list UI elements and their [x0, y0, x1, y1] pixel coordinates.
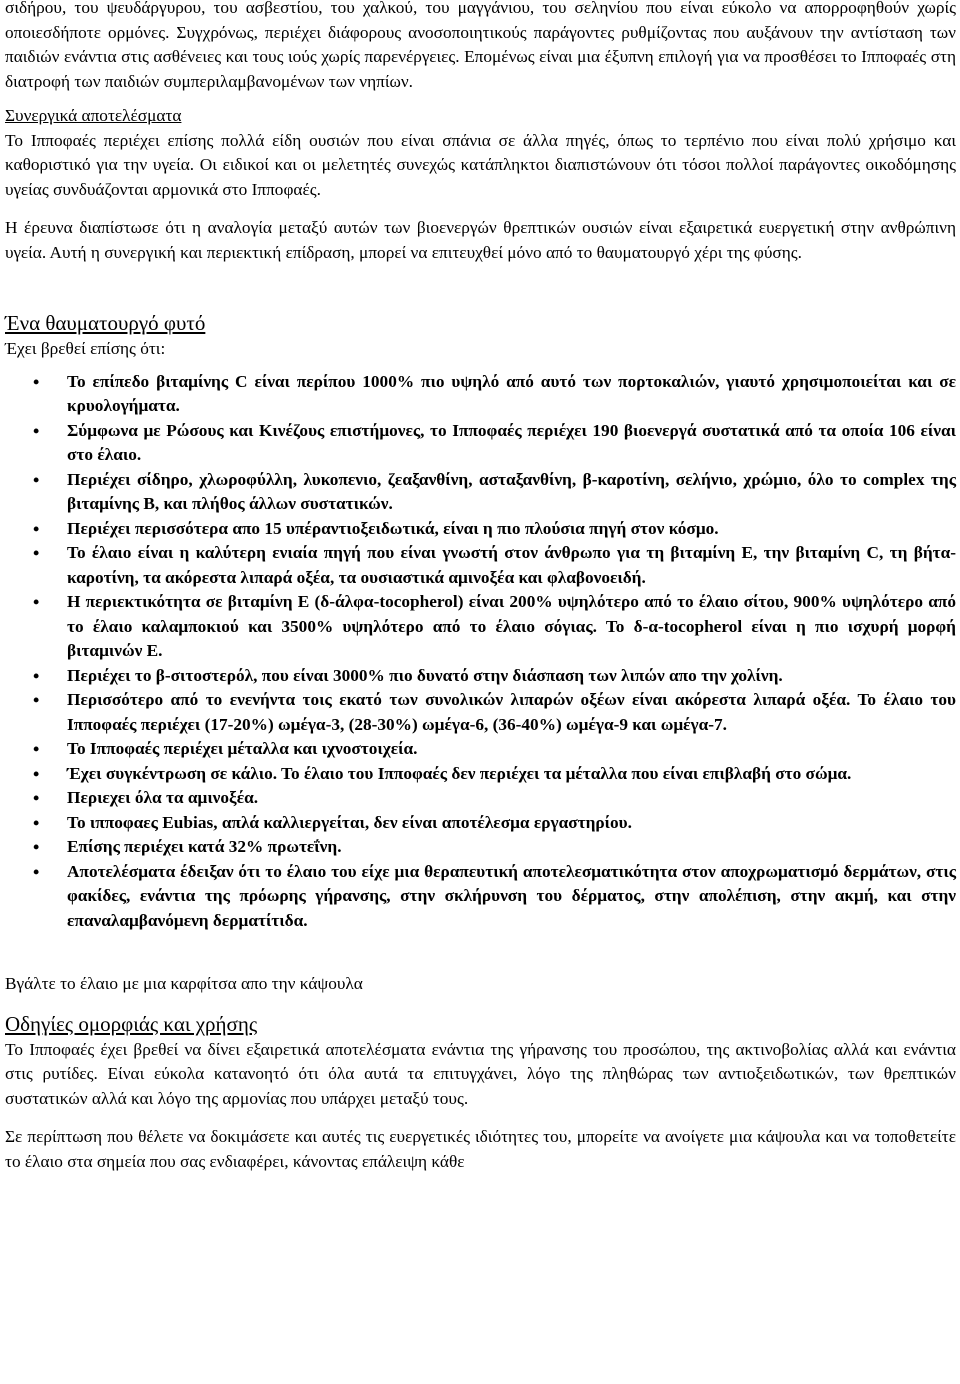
list-item: • Το Ιπποφαές περιέχει μέταλλα και ιχνοστοιχεία.: [67, 737, 956, 762]
list-item: • Η περιεκτικότητα σε βιταμίνη Ε (δ-άλφα-tocopherol) είναι 200% υψηλότερο από το έλαιο σίτου, 900% υψηλότερο από το έλαιο καλαμποκιού και 3500% υψηλότερο από το έλαιο σόγιας. Το δ-α-tocopherol είναι η πιο ισχυρή μορφή βιταμινών Ε.: [67, 590, 956, 664]
capsule-note: Βγάλτε το έλαιο με μια καρφίτσα απο την κάψουλα: [5, 974, 363, 993]
list-item: • Το έλαιο είναι η καλύτερη ενιαία πηγή που είναι γνωστή στον άνθρωπο για τη βιταμίνη Ε, την βιταμίνη C, τη βήτα-καροτίνη, τα ακόρεστα λιπαρά οξέα, τα ουσιαστικά αμινοξέα και φλαβονοειδή.: [67, 541, 956, 590]
list-item: • Σύμφωνα με Ρώσους και Κινέζους επιστήμονες, το Ιπποφαές περιέχει 190 βιοενεργά συστατικά από τα οποία 106 είναι στο έλαιο.: [67, 419, 956, 468]
synergy-section: [5, 104, 956, 265]
plant-heading: Ένα θαυματουργό φυτό: [5, 311, 206, 335]
list-item: • Έχει συγκέντρωση σε κάλιο. Το έλαιο του Ιπποφαές δεν περιέχει τα μέταλλα που είναι επιβλαβή στο σώμα.: [67, 762, 956, 787]
beauty-heading: Οδηγίες ομορφιάς και χρήσης: [5, 1011, 258, 1036]
list-item: • Περιέχει σίδηρο, χλωροφύλλη, λυκοπενιο, ζεαξανθίνη, ασταξανθίνη, β-καροτίνη, σελήνιο, χρώμιο, όλο το complex της βιταμίνης Β, και πλήθος άλλων συστατικών.: [67, 468, 956, 517]
beauty-paragraph-1: Το Ιπποφαές έχει βρεθεί να δίνει εξαιρετικά αποτελέσματα ενάντια της γήρανσης του προσώπου, της ακτινοβολίας αλλά και ενάντια στις ρυτίδες. Είναι εύκολα κατανοητό ότι όλα αυτά τα επιτυγχάνει, λόγο της πληθώρας των αντιοξειδωτικών, των θρεπτικών συστατικών αλλά και λόγο της αρμονίας που υπάρχει μεταξύ τους.: [5, 1039, 956, 1108]
list-item: • Επίσης περιέχει κατά 32% πρωτεΐνη.: [67, 835, 956, 860]
list-item: • Το ιπποφαες Eubias, απλά καλλιεργείται, δεν είναι αποτέλεσμα εργαστηρίου.: [67, 811, 956, 836]
synergy-heading: Συνεργικά αποτελέσματα: [5, 106, 182, 125]
plant-section: [5, 309, 956, 933]
synergy-paragraph-2: Η έρευνα διαπίστωσε ότι η αναλογία μεταξύ αυτών των βιοενεργών θρεπτικών ουσιών είναι εξαιρετικά ευεργετική στην ανθρώπινη υγεία. Αυτή η συνεργική και περιεκτική επίδραση, μπορεί να επιτευχθεί μόνο από το θαυματουργό χέρι της φύσης.: [5, 218, 956, 262]
intro-paragraph: σιδήρου, του ψευδάργυρου, του ασβεστίου, του χαλκού, του μαγγάνιου, του σεληνίου που είναι εύκολο να απορροφηθούν χωρίς οποιεσδήποτε ορμόνες. Συγχρόνως, περιέχει διάφορους ανοσοποιητικούς παράγοντες ρυθμίζοντας που αυξάνουν την αντίσταση των παιδιών ενάντια στις ασθένειες και τους ιούς χωρίς παρενέργειες. Επομένως είναι μια έξυπνη επιλογή για να προσθέσει το Ιπποφαές στη διατροφή των παιδιών συμπεριλαμβανομένων των νηπίων.: [5, 0, 956, 91]
list-item: • Το επίπεδο βιταμίνης C είναι περίπου 1000% πιο υψηλό από αυτό των πορτοκαλιών, γιαυτό χρησιμοποιείται και σε κρυολογήματα.: [67, 370, 956, 419]
intro-section: [5, 0, 956, 94]
list-item: • Περιέχει το β-σιτοστερόλ, που είναι 3000% πιο δυνατό στην διάσπαση των λιπών απο την χολίνη.: [67, 664, 956, 689]
synergy-paragraph-1: Το Ιπποφαές περιέχει επίσης πολλά είδη ουσιών που είναι σπάνια σε άλλα πηγές, όπως το τερπένιο που είναι πολύ χρήσιμο και καθοριστικό για την υγεία. Οι ειδικοί και οι μελετητές συνεχώς κατάπληκτοι διαπιστώνουν ότι τόσοι πολλοί παράγοντες οικοδόμησης υγείας συνδυάζονται αρμονικά στο Ιπποφαές.: [5, 130, 956, 199]
beauty-paragraph-2: Σε περίπτωση που θέλετε να δοκιμάσετε και αυτές τις ευεργετικές ιδιότητες του, μπορείτε να ανοίγετε μια κάψουλα και να τοποθετείτε το έλαιο στα σημεία που σας ενδιαφέρει, κάνοντας επάλειψη κάθε: [5, 1127, 956, 1171]
plant-facts-list: [5, 370, 956, 934]
plant-lead: Έχει βρεθεί επίσης ότι:: [5, 339, 166, 358]
list-item: • Περιεχει όλα τα αμινοξέα.: [67, 786, 956, 811]
beauty-section: [5, 1010, 956, 1175]
list-item: • Περισσότερο από το ενενήντα τοις εκατό των συνολικών λιπαρών οξέων είναι ακόρεστα λιπαρά οξέα. Το έλαιο του Ιπποφαές περιέχει (17-20%) ωμέγα-3, (28-30%) ωμέγα-6, (36-40%) ωμέγα-9 και ωμέγα-7.: [67, 688, 956, 737]
list-item: • Περιέχει περισσότερα απο 15 υπέραντιοξειδωτικά, είναι η πιο πλούσια πηγή στον κόσμο.: [67, 517, 956, 542]
list-item: • Αποτελέσματα έδειξαν ότι το έλαιο του είχε μια θεραπευτική αποτελεσματικότητα στον αποχρωματισμό δερμάτων, στις φακίδες, ενάντια της πρόωρης γήρανσης, στην σκλήρυνση του δέρματος, στην απολέπιση, στην ακμή, και στην επαναλαμβανόμενη δερματίτιδα.: [67, 860, 956, 934]
